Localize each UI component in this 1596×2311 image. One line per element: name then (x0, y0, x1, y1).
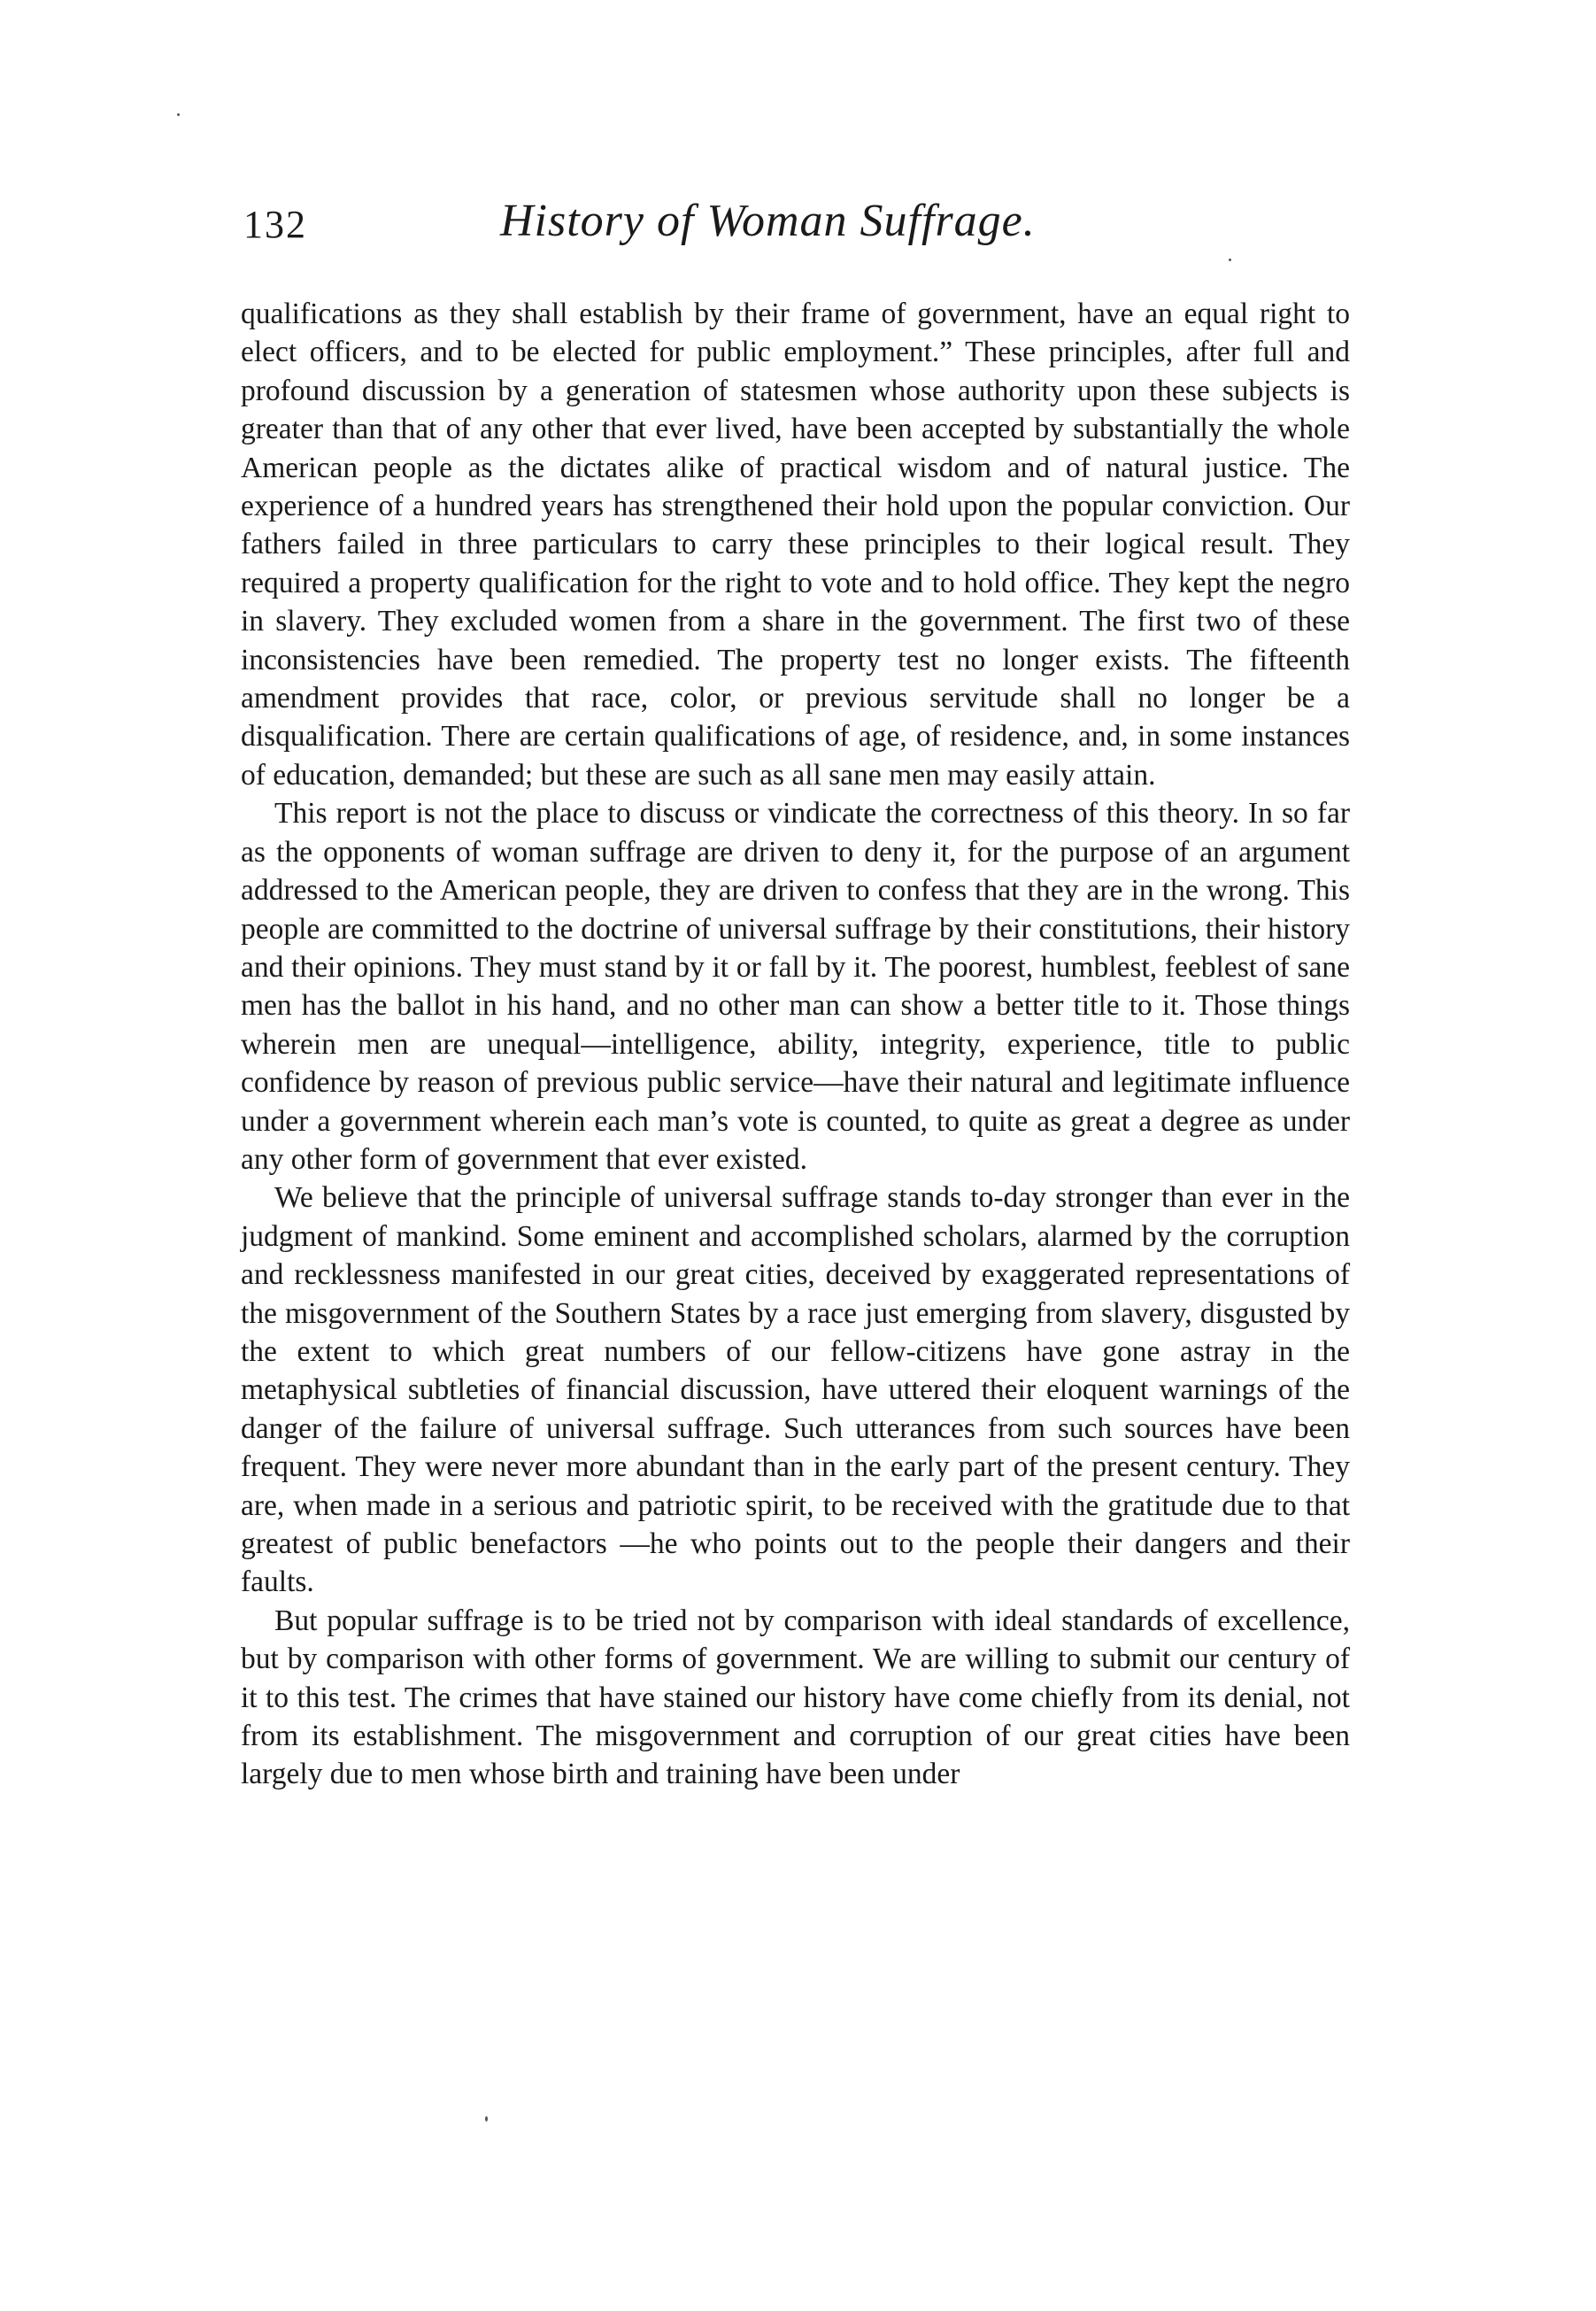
paragraph-3: We believe that the principle of universal suffrage stands to-day stronger than ever in the judgment of mankind. Some eminent and accomplished scholars, alarmed by the corruption and recklessness manifested in our great cities, deceived by exaggerated representations of the misgovernment of the Southern States by a race just emerging from slavery, disgusted by the extent to which great numbers of our fellow-citizens have gone astray in the metaphysical subtleties of financial discussion, have uttered their eloquent warnings of the danger of the failure of universal suffrage. Such utterances from such sources have been frequent. They were never more abundant than in the early part of the present century. They are, when made in a serious and patriotic spirit, to be received with the gratitude due to that greatest of public benefactors —he who points out to the people their dangers and their faults. (241, 1181, 1350, 1599)
paragraph-1: qualifications as they shall establish by their frame of government, have an equal right to elect officers, and to be elected for public employment.” These principles, after full and profound discussion by a generation of statesmen whose authority upon these subjects is greater than that of any other that ever lived, have been accepted by substantially the whole American people as the dictates alike of practical wisdom and of natural justice. The experience of a hundred years has strengthened their hold upon the popular conviction. Our fathers failed in three particulars to carry these principles to their logical result. They required a property qualification for the right to vote and to hold office. They kept the negro in slavery. They excluded women from a share in the government. The first two of these inconsistencies have been remedied. The property test no longer exists. The fifteenth amendment provides that race, color, or previous servitude shall no longer be a disqualification. There are certain qualifications of age, of residence, and, in some instances of education, demanded; but these are such as all sane men may easily attain. (241, 298, 1350, 792)
paragraph-2: This report is not the place to discuss or vindicate the correctness of this theory. In so far as the opponents of woman suffrage are driven to deny it, for the purpose of an argument addressed to the American people, they are driven to confess that they are in the wrong. This people are committed to the doctrine of universal suffrage by their constitutions, their history and their opinions. They must stand by it or fall by it. The poorest, humblest, feeblest of sane men has the ballot in his hand, and no other man can show a better title to it. Those things wherein men are unequal—intelligence, ability, integrity, experience, title to public confidence by reason of previous public service—have their natural and legitimate influence under a government wherein each man’s vote is counted, to quite as great a degree as under any other form of government that ever existed. (241, 797, 1350, 1176)
scan-speck (1229, 259, 1231, 261)
scan-speck (177, 113, 180, 116)
running-head (243, 195, 1350, 257)
page-number: 132 (243, 203, 307, 246)
body-text (241, 295, 1350, 1794)
running-title: History of Woman Suffrage. (500, 196, 1036, 246)
paragraph-4: But popular suffrage is to be tried not by comparison with ideal standards of excellence, but by comparison with other forms of government. We are willing to submit our century of it to this test. The crimes that have stained our history have come chiefly from its denial, not from its establishment. The misgovernment and corruption of our great cities have been largely due to men whose birth and training have been under (241, 1604, 1350, 1791)
scan-speck (485, 2116, 488, 2122)
